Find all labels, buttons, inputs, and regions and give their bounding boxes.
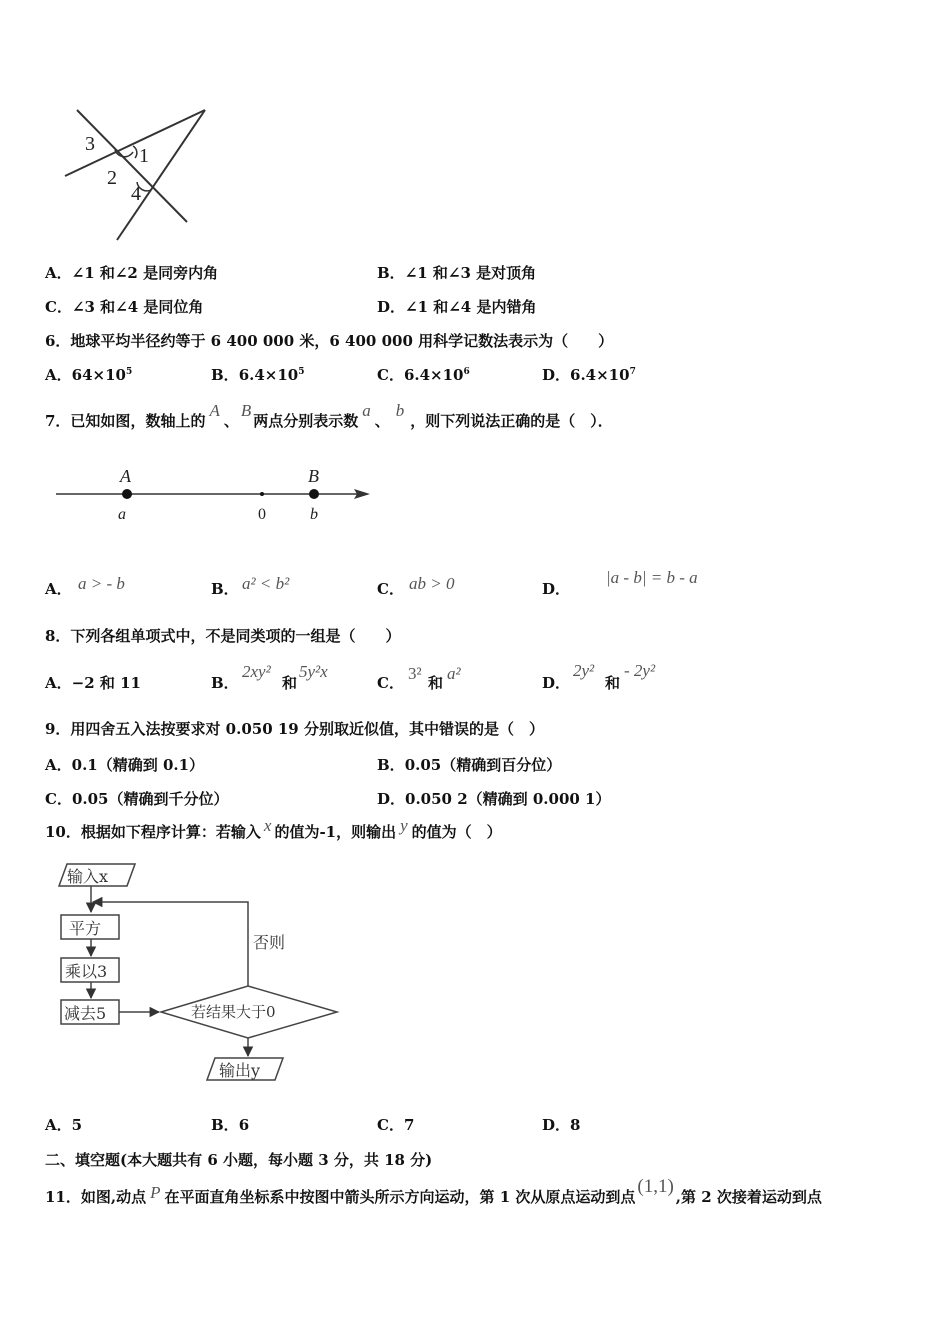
- q10-stem: [45, 815, 502, 841]
- q6-option-b[interactable]: [211, 364, 305, 385]
- section-2-title: 二、填空题(本大题共有 6 小题，每小题 3 分，共 18 分): [45, 1151, 433, 1169]
- q9-option-d-letter: D．: [377, 790, 406, 808]
- q8-option-c[interactable]: [377, 672, 404, 693]
- q8-option-b[interactable]: [211, 672, 239, 693]
- q9-option-d-text: 0.050 2（精确到 0.000 1）: [405, 790, 611, 808]
- q5-option-d[interactable]: [377, 296, 536, 317]
- flowchart-mult-box: [61, 958, 119, 982]
- q10-stem-part3: 的值为（ ）: [411, 823, 502, 841]
- q7-stem-part2: 两点分别表示数: [253, 412, 359, 430]
- q8-option-c-expr2: a²: [447, 664, 461, 683]
- q8-option-d-and: 和: [605, 674, 621, 692]
- q5-option-c-letter: C．: [45, 298, 72, 316]
- q11-point: (1,1): [637, 1176, 674, 1197]
- q8-option-a[interactable]: [45, 672, 141, 693]
- q5-option-a-text: ∠1 和∠2 是同旁内角: [71, 264, 219, 282]
- q9-option-c[interactable]: [45, 788, 229, 809]
- q7-option-a-letter: A．: [45, 580, 72, 598]
- q6-option-a-exp: 5: [125, 367, 133, 377]
- q5-option-c-text: ∠3 和∠4 是同位角: [71, 298, 204, 316]
- flowchart-square-text: 平方: [69, 919, 102, 938]
- q10-option-b-letter: B．: [211, 1116, 239, 1134]
- q7-option-c-math: ab > 0: [409, 574, 455, 593]
- q7-option-a[interactable]: [45, 578, 72, 599]
- q10-option-d-text: 8: [570, 1116, 581, 1134]
- q6-option-c-base: 6.4×10: [403, 366, 464, 384]
- q6-option-b-exp: 5: [298, 367, 305, 377]
- q9-option-d[interactable]: [377, 788, 611, 809]
- flowchart-else-label: 否则: [253, 933, 286, 952]
- q7-option-b-math: a² < b²: [242, 574, 290, 593]
- q5-option-b[interactable]: [377, 262, 536, 283]
- angle-label-1: 1: [139, 145, 149, 167]
- angle-figure: [55, 100, 215, 250]
- q8-option-c-expr1: 3²: [408, 664, 422, 683]
- q6-option-a-base: 64×10: [71, 366, 126, 384]
- q7-option-a-math: a > - b: [78, 574, 125, 593]
- q7-sep-1: 、: [223, 412, 239, 430]
- flowchart-condition-text: 若结果大于0: [191, 1003, 276, 1021]
- q11-var-P: P: [150, 1183, 161, 1202]
- q5-option-c[interactable]: [45, 296, 203, 317]
- q10-stem-part1: 10．根据如下程序计算：若输入: [45, 823, 261, 841]
- q6-stem: 6．地球平均半径约等于 6 400 000 米，6 400 000 用科学记数法表示为（ ）: [45, 332, 614, 350]
- q10-var-y: y: [400, 816, 408, 835]
- q8-option-d[interactable]: [542, 672, 570, 693]
- q6-option-c[interactable]: [377, 364, 470, 385]
- q6-option-d[interactable]: [542, 364, 636, 385]
- q7-option-b-letter: B．: [211, 580, 239, 598]
- q7-stem-part3: ，则下列说法正确的是（ ）．: [410, 412, 613, 430]
- axis-label-b: b: [310, 506, 318, 523]
- q6-option-c-exp: 6: [463, 367, 470, 377]
- q10-option-b-text: 6: [238, 1116, 250, 1134]
- q10-option-a-letter: A．: [45, 1116, 72, 1134]
- q10-stem-part2: 的值为-1，则输出: [274, 823, 397, 841]
- q7-sep-2: 、: [374, 412, 390, 430]
- q9-option-c-text: 0.05（精确到千分位）: [71, 790, 229, 808]
- q8-option-d-letter: D．: [542, 674, 571, 692]
- q10-option-a-text: 5: [71, 1116, 83, 1134]
- flowchart-input-text: 输入x: [67, 867, 109, 886]
- q5-option-a[interactable]: [45, 262, 218, 283]
- q8-option-b-letter: B．: [211, 674, 239, 692]
- q5-option-a-letter: A．: [45, 264, 72, 282]
- q8-option-c-and: 和: [428, 674, 444, 692]
- flowchart-output-box: [207, 1058, 283, 1080]
- q10-option-d[interactable]: [542, 1114, 580, 1135]
- q11-stem: [45, 1176, 822, 1206]
- q8-option-b-expr2: 5y²x: [299, 662, 328, 681]
- q7-option-b[interactable]: [211, 578, 239, 599]
- q9-option-b[interactable]: [377, 754, 561, 775]
- q5-option-d-text: ∠1 和∠4 是内错角: [405, 298, 537, 316]
- q11-stem-part2: 在平面直角坐标系中按图中箭头所示方向运动，第 1 次从原点运动到点: [164, 1188, 636, 1206]
- q7-var-b: b: [395, 401, 405, 420]
- q11-stem-part1: 11．如图,动点: [45, 1188, 147, 1206]
- q7-option-d-letter: D．: [542, 580, 571, 598]
- angle-label-4: 4: [131, 183, 141, 205]
- q7-option-d[interactable]: [542, 578, 570, 599]
- q6-option-a-letter: A．: [45, 366, 72, 384]
- q11-stem-part3: ,第 2 次接着运动到点: [675, 1188, 822, 1206]
- q6-option-d-base: 6.4×10: [570, 366, 630, 384]
- q9-option-a-text: 0.1（精确到 0.1）: [71, 756, 205, 774]
- q7-var-B: B: [240, 401, 252, 420]
- q9-option-b-letter: B．: [377, 756, 405, 774]
- q6-option-b-letter: B．: [211, 366, 239, 384]
- flowchart-sub-box: [61, 1000, 119, 1024]
- q9-option-b-text: 0.05（精确到百分位）: [404, 756, 562, 774]
- q10-option-c-text: 7: [403, 1116, 415, 1134]
- q10-var-x: x: [263, 816, 272, 835]
- flowchart-sub-text: 减去5: [64, 1004, 107, 1023]
- q7-option-c[interactable]: [377, 578, 404, 599]
- axis-point-A: A: [120, 466, 131, 486]
- q10-option-a[interactable]: [45, 1114, 82, 1135]
- flowchart: [55, 858, 355, 1086]
- q6-option-c-letter: C．: [377, 366, 404, 384]
- q5-option-b-text: ∠1 和∠3 是对顶角: [404, 264, 537, 282]
- q9-option-a-letter: A．: [45, 756, 72, 774]
- q8-option-a-letter: A．: [45, 674, 72, 692]
- flowchart-mult-text: 乘以3: [65, 962, 108, 981]
- q7-stem: [45, 400, 613, 430]
- q6-option-b-base: 6.4×10: [238, 366, 299, 384]
- axis-label-0: 0: [258, 506, 266, 523]
- angle-label-3: 3: [85, 133, 95, 155]
- q7-var-a: a: [362, 401, 371, 420]
- q8-option-d-expr2: - 2y²: [624, 661, 656, 680]
- q8-option-c-letter: C．: [377, 674, 404, 692]
- angle-label-2: 2: [107, 167, 117, 189]
- q8-stem: 8．下列各组单项式中，不是同类项的一组是（ ）: [45, 627, 401, 645]
- q10-option-b[interactable]: [211, 1114, 249, 1135]
- q10-option-c[interactable]: [377, 1114, 414, 1135]
- q7-var-A: A: [209, 401, 220, 420]
- q7-stem-part1: 7．已知如图，数轴上的: [45, 412, 206, 430]
- q9-option-c-letter: C．: [45, 790, 72, 808]
- q6-option-a[interactable]: [45, 364, 132, 385]
- q5-option-b-letter: B．: [377, 264, 405, 282]
- number-line: [50, 462, 380, 532]
- axis-label-a: a: [118, 506, 126, 523]
- q9-stem: 9．用四舍五入法按要求对 0.050 19 分别取近似值，其中错误的是（ ）: [45, 720, 544, 738]
- q6-option-d-letter: D．: [542, 366, 571, 384]
- axis-point-B: B: [308, 466, 319, 486]
- q8-option-d-expr1: 2y²: [573, 661, 595, 680]
- flowchart-square-box: [61, 915, 119, 939]
- flowchart-condition-diamond: [161, 986, 337, 1038]
- q8-option-b-expr1: 2xy²: [242, 662, 271, 681]
- q10-option-c-letter: C．: [377, 1116, 404, 1134]
- flowchart-input-box: [59, 864, 135, 886]
- q8-option-a-text: −2 和 11: [71, 674, 141, 692]
- q5-option-d-letter: D．: [377, 298, 406, 316]
- q7-option-c-letter: C．: [377, 580, 404, 598]
- q9-option-a[interactable]: [45, 754, 204, 775]
- flowchart-output-text: 输出y: [219, 1061, 261, 1080]
- q10-option-d-letter: D．: [542, 1116, 571, 1134]
- q8-option-b-and: 和: [282, 674, 298, 692]
- q7-option-d-math: |a - b| = b - a: [606, 568, 698, 587]
- q6-option-d-exp: 7: [629, 367, 636, 377]
